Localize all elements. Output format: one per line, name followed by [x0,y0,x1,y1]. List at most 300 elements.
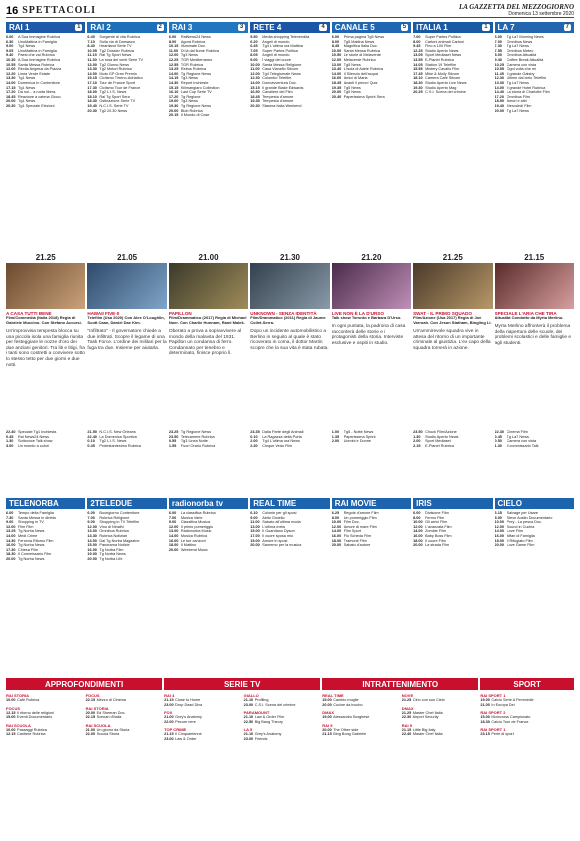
list-item-time: 18.00 [168,543,179,548]
list-item-title: Il Silenzio dell'acqua [343,71,378,76]
list-item-time: 12.00 [494,524,505,529]
program-list [87,428,166,448]
list-item-time: 6.00 [413,511,421,515]
list-item-time: 11.00 [250,520,260,525]
list-item-title: Profiling [253,698,269,702]
list-item-time: 18.00 [494,538,505,543]
list-item-time: 19.00 [322,698,332,702]
list-item-title: La Domenica Sportiva [99,434,137,439]
themed-subcolumn [244,690,321,742]
list-item-time: 22.40 [401,732,412,737]
list-item-time: 20.00 [6,99,16,104]
regional-channel-column [250,498,329,674]
regional-listings [6,498,574,674]
late-column [6,428,85,494]
channel-header [413,22,492,33]
regional-channel-header [495,498,574,509]
list-item-time: 20.00 [494,108,505,113]
list-item-title: Master Chef Italia [411,732,443,737]
list-item-time: 0.45 [494,434,502,439]
channel-label: DMAX [322,710,334,716]
feature-description: In ogni puntata, la padrona di casa racconterà delle storie e i protagonisti della storia. Interviste esclusive e ospiti in studio. [331,324,406,346]
list-item-time: 22.30 [494,430,505,434]
channel-label: FOCUS [85,693,100,698]
list-item-time: 6.15 [494,511,502,515]
list-item [250,444,329,449]
program-list [87,33,166,113]
list-item-title: Tg Regione News [180,103,212,108]
list-item-title: Cavaliere del Film [262,90,293,95]
list-item-title: Tg Regione [180,94,201,99]
feature-time: 21.30 [279,253,300,262]
program-list [6,428,85,448]
list-item-time: 20.00 [322,727,332,732]
list-item-title: Magnifica Italia Doc. [343,44,378,49]
feature-time: 21.25 [35,253,56,262]
feature-title: LIVE NON È LA D'URSO [331,311,384,316]
list-item-title: In Europa Dei [490,702,515,707]
feature-description: Un'ammirevole squadra vive in attesa del ritorno di un importante criminale al giustizia. L'ex capo della squadra tornerà in azione. [413,329,491,351]
featured-program [87,252,166,424]
list-item-time: 11.00 [250,67,260,72]
list-item-time: 20.00 [6,556,16,561]
list-item-time: 12.00 [250,71,260,76]
program-list [495,428,574,448]
list-item-time: 8.05 [250,53,258,58]
list-item-title: Sport Mediaset News [425,53,462,58]
list-item-title: Il Commissario Film [18,552,52,557]
late-column [87,428,166,494]
themed-section-body [6,690,162,737]
program-list [413,509,492,548]
list-item-time: 20.00 [85,710,96,715]
list-item-time: 2.00 [250,439,258,444]
channel-header [332,22,411,33]
program-list [413,33,492,95]
list-item-title: Il grande Blake Edwards [262,85,304,90]
list-item-title: Ultime dal cielo Telefilm [506,76,547,81]
channel-header [6,22,85,33]
list-item [6,715,83,720]
list-item-title: Super Partes Politica [425,35,461,39]
late-column [332,428,411,494]
list-item-title: Reazione a catena Gioco [18,94,61,99]
list-item-time: 6.00 [168,511,177,515]
list-item-title: Tg2 Dossier Rubrica [99,48,135,53]
feature-meta: Telefilm (Usa 2020) Con Alex O'Loughlin, Scott Caan, Daniel Dae Kim. [87,315,165,326]
list-item [87,557,166,562]
regional-channel-column [332,498,411,674]
list-item-title: Tg3 News [180,53,198,58]
list-item-time: 5.50 [250,35,258,39]
list-item-title: Camera Café Sitcom [425,76,461,81]
list-item-title: Tempo della Famiglia [18,511,54,515]
list-item-time: 13.00 [87,62,97,67]
list-item-title: Omnibus Meteo [506,48,534,53]
list-item-title: Melaverde Rubrica [343,57,376,62]
list-item-title: Ferrovia Ritorno Film [18,538,54,543]
list-item-time: 9.40 [6,53,14,58]
list-item-title: Motocross Campionato [490,715,531,720]
list-item-time: 7.00 [168,515,177,520]
feature-photo [169,263,248,309]
list-item-time: 20.00 [322,702,332,707]
list-item-title: Un mondo a colori [18,443,49,448]
list-item-time: 13.25 [6,529,16,534]
list-item-time: 18.10 [87,94,97,99]
list-item-time: 19.30 [413,85,423,90]
list-item-title: Sulla via di Damasco [99,39,135,44]
list-item-title: Regole d'amore Film [343,511,379,515]
list-item-title: Dalla Parte degli Animali [262,430,304,434]
list-item-time: 23.00 [164,702,174,707]
program-list [6,509,85,562]
list-item-title: Mistery Cavallo Film [425,67,460,72]
list-item-time: 6.00 [6,511,14,515]
channel-label: LA 5 [243,727,253,733]
channel-logo: 7 [565,24,569,30]
channel-logo: 5 [402,24,407,30]
list-item-time: 12.00 [168,524,179,529]
list-item-title: Eventi Documentario [16,715,53,720]
list-item-time: 20.15 [168,113,179,118]
list-item-time: 20.00 [250,543,260,548]
themed-section-header: APPROFONDIMENTI [6,678,162,690]
list-item-time: 1.55 [168,443,177,448]
list-item [495,109,574,114]
themed-section-body [164,690,320,742]
list-item-title: Ed Sheeran Doc. [95,710,126,715]
list-item-title: Di là dal fiume Rubrica [180,48,220,53]
list-item-time: 6.30 [6,39,14,44]
themed-subcolumn [86,690,163,737]
list-item-time: 12.25 [413,48,423,53]
list-item-time: 22.40 [6,430,16,434]
list-item [6,444,85,449]
program-list [413,428,492,448]
list-item-title: Kilimangiaro Collection [180,85,220,90]
program-list [495,509,574,548]
channel-header [495,22,574,33]
feature-time: 21.20 [361,253,382,262]
regional-channel-column [87,498,166,674]
channel-label: PARAMOUNT [243,710,270,716]
list-item-time: 22.00 [164,719,174,724]
channel-column [413,22,492,248]
channel-label: FOCUS [6,705,20,711]
themed-section-body [322,690,478,737]
list-item-time: 6.10 [250,511,258,515]
list-item-time: 16.10 [168,90,179,95]
list-item-time: 6.00 [331,35,340,39]
list-item-time: 18.00 [413,538,423,543]
list-item-time: 9.05 [6,48,14,53]
program-list [6,33,85,109]
list-item-time: 13.25 [168,67,179,72]
list-item-title: Sound in Cucina [506,524,535,529]
list-item-title: Divisione Film [425,511,449,515]
list-item-title: Super Partes Politica [262,48,298,53]
list-item-title: Grey's Anatomy [174,715,202,720]
list-item-time: 20.00 [413,543,423,548]
list-item-time: 13.30 [87,67,97,72]
feature-time: 21.05 [117,253,138,262]
list-item-title: Rebus Rubrica [180,67,206,72]
list-item [244,703,321,708]
list-item-time: 17.20 [6,90,16,95]
feature-meta: Film/Drammatico (2017) Regia di Michael Noer. Con Charlie Hunnam, Rami Malek. [168,315,247,326]
channel-name: CANALE 5 [334,23,375,32]
list-item-title: Chock Film/Azione [425,430,457,434]
list-item-title: Buongiorno Contenitore [99,511,140,515]
channel-logo: 4 [321,24,325,30]
list-item-title: Donnavventura Doc. [262,80,297,85]
list-item-title: Weekend Music [180,547,208,552]
list-item-time: 16.00 [494,533,505,538]
list-item-title: Cucine da incubo [332,702,363,707]
list-item-time: 19.00 [322,715,332,720]
regional-channel-header [87,498,166,509]
list-item-time: 17.10 [87,80,97,85]
channel-column [495,22,574,248]
list-item-title: Tg Norba News [18,529,45,534]
list-item-title: Baby Boss Film [425,533,452,538]
list-item-title: Tg Norba Life [99,556,123,561]
list-item-title: Scenari d'Italia [95,715,122,720]
channel-label: FOX [164,710,173,716]
feature-description: Myrta Merlino affronterà il problema della riapertura delle scuole, dei problemi scolastici e delle famiglie e agli studenti. [494,324,572,346]
list-item-title: Paperissima Sprint [343,434,376,439]
late-column [169,428,248,494]
program-list [250,509,329,548]
list-item-title: Rubrica Notiziari [99,533,128,538]
list-item-title: N.C.I.S. New Orleans [99,430,136,434]
list-item-time: 10.00 [250,62,260,67]
list-item-time: 18.30 [87,99,97,104]
channel-logo: 3 [239,24,244,30]
list-item-title: Heartland Serie TV [99,44,132,49]
list-item-title: Il cuore Film [425,538,446,543]
themed-subcolumn [402,690,479,737]
list-item-title: I viaggi del cuore [262,57,291,62]
list-item-title: L'ultima meta [262,524,285,529]
list-item-time: 8.00 [494,53,502,58]
list-item-title: Law & Order [174,736,197,741]
publication-block [459,4,574,17]
late-listings [6,428,574,494]
list-item-title: Uomini e Donne [343,439,371,444]
list-item-time: 23.35 [250,430,260,434]
list-item-time: 8.40 [87,44,95,49]
feature-title: HAWAII FIVE-0 [87,311,120,316]
list-item-title: UnoMattina in Famiglia [18,48,57,53]
list-item-time: 21.15 [164,732,174,737]
page-header [6,4,574,18]
list-item-title: Tg3 Linea Notte [180,439,208,444]
channel-label: RAI SPORT 2 [480,710,506,716]
list-item-time: 1.35 [331,434,340,439]
list-item-title: Tg2 Motori Rubrica [99,67,132,72]
list-item-time: 9.45 [413,44,421,49]
list-item-time: 14.00 [331,529,342,534]
list-item-time: 7.30 [6,515,14,520]
list-item-title: Cinque Vedo Film [262,443,293,448]
list-item-time: 22.40 [87,434,97,439]
channel-logo: 2 [158,24,162,30]
list-item-time: 8.45 [331,44,340,49]
regional-channel-column [169,498,248,674]
list-item-time: 23.00 [164,736,174,741]
feature-photo [332,263,411,309]
feature-description: "Infiltrato" - Il governatore chiede a due infiltrati. Scopre il legame di una Task Force. L'ordine dei militari per la fuga tra due. Insieme per aiutarla. [87,329,167,351]
list-item-title: N.C.I.S. Serie TV [99,103,129,108]
list-item-title: Affari di Famiglia [506,533,535,538]
list-item-title: Colombo Telefilm [262,76,292,81]
list-item [332,439,411,444]
list-item-time: 20.30 [87,108,97,113]
list-item-title: Panorama Notizie [99,543,130,548]
list-item-time: 18.00 [331,538,342,543]
list-item-title: Telecamere Rubrica [180,434,215,439]
feature-photo [413,263,492,309]
list-item-title: Love Game Film [506,543,535,548]
list-item-time: 14.00 [6,533,16,538]
list-item-title: Il grande Gatsby [506,71,535,76]
list-item-time: 19.00 [250,538,260,543]
list-item-title: Santa Messa in diretta [18,515,56,520]
list-item-time: 19.00 [480,698,490,702]
list-item-title: Avanti il primo! Quiz [343,80,378,85]
list-item-time: 16.00 [331,533,342,538]
program-list [332,509,411,548]
list-item-time: 20.30 [250,103,260,108]
list-item-time: 10.55 [494,67,505,72]
feature-photo [6,263,85,309]
list-item-time: 1.30 [494,443,502,448]
program-list [332,428,411,444]
channel-listings [6,22,574,248]
list-item-time: 20.00 [494,543,505,548]
list-item-title: Musica Varie [180,515,203,520]
list-item-title: Casa Vianello Sitcom [262,67,299,72]
channel-label: REAL TIME [322,693,344,698]
list-item [402,732,479,737]
list-item-time: 19.40 [494,103,505,108]
list-item-time: 21.00 [164,715,174,720]
list-item-time: 10.50 [331,53,342,58]
list-item-time: 13.55 [413,57,423,62]
feature-description: Dopo un incidente automobilistico a Berlino in seguito al quale è stato ricoverato in coma, il dottor Martin scopre che la sua vita è stata rubata. [250,329,329,351]
channel-column [250,22,329,248]
list-item-time: 21.25 [401,710,412,715]
channel-label: RAI SCUOLA [6,722,31,728]
feature-photo [87,263,166,309]
channel-name: RAI 2 [90,23,111,32]
list-item-title: Tg La7 News [506,108,529,113]
list-item-time: 13.00 [168,529,179,534]
list-item-title: Abito Gioiello [262,515,285,520]
list-item-time: 7.00 [494,39,502,44]
publication-name: LA GAZZETTA DEL MEZZOGIORNO [458,3,574,11]
list-item-title: Musica Rubrica [180,533,208,538]
list-item-time: 0.55 [168,439,177,444]
list-item [480,703,574,708]
list-item-time: 6.40 [87,35,95,39]
list-item-time: 9.00 [6,44,14,49]
list-item-time: 8.00 [494,515,502,520]
list-item-title: Ciclismo Tirreno-Adriatico [99,76,143,81]
list-item-time: 0.45 [87,443,95,448]
list-item-time: 21.00 [85,727,96,732]
list-item-time: 12.00 [6,524,16,529]
themed-section-header: SPORT [480,678,574,690]
list-item-title: Gli arrivi Film [425,520,448,525]
channel-header [169,22,248,33]
list-item-time: 12.55 [168,62,179,67]
list-item-time: 23.50 [413,430,423,434]
list-item-title: Tg1 News [18,76,36,81]
list-item-time: 9.00 [87,520,95,525]
featured-programs [6,252,574,424]
list-item-time: 15.55 [413,67,423,72]
list-item-time: 23.00 [243,702,254,707]
list-item-time: 11.00 [168,48,179,53]
list-item-time: 19.40 [87,103,97,108]
list-item-title: TGR Rubrica [180,62,203,67]
list-item-title: E-Planet Rubrica [425,443,454,448]
list-item-time: 12.00 [168,53,179,58]
list-item-time: 20.00 [331,543,342,548]
list-item [402,715,479,720]
list-item-time: 14.00 [6,80,16,85]
list-item-time: 17.30 [87,85,97,90]
list-item-time: 17.00 [250,533,260,538]
list-item-time: 20.40 [331,94,342,99]
list-item-title: Omnibus Rubrica [99,529,129,534]
list-item-title: Tg Norba News [18,556,45,561]
list-item-time: 20.00 [168,108,179,113]
list-item-time: 2.15 [413,443,421,448]
list-item [402,698,479,703]
list-item-title: Omnibus Attualità [506,53,537,58]
list-item-time: 13.40 [331,67,342,72]
list-item-time: 16.00 [413,533,423,538]
themed-subcolumn [480,690,574,737]
list-item-title: Rai News24 News [18,434,50,439]
list-item-title: Stasera Italia Weekend [262,103,302,108]
list-item-time: 14.00 [168,71,179,76]
channel-label: GIALLO [243,693,259,698]
list-item-time: 12.30 [250,76,260,81]
list-item-title: Tg Norba News [18,543,45,548]
featured-program [495,252,574,424]
list-item [86,698,163,703]
list-item [6,698,83,703]
list-item-title: Da noi... a ruota libera [18,90,56,95]
themed-section-body [480,690,574,737]
channel-name: CIELO [497,499,522,508]
channel-name: RAI MOVIE [334,499,377,508]
list-item-title: Cirio con suo Cielo [411,698,445,702]
list-item-title: Il cuore sposa mio [262,533,294,538]
list-item-title: Tg4 Telegiornale News [262,71,301,76]
list-item-title: Camera con vista [506,62,537,67]
list-item-title: Tg1 Speciale Elezioni [18,103,55,108]
program-list [87,509,166,562]
list-item-time: 22.30 [401,715,412,720]
list-item-title: Tg2 L.I.S. News [99,90,127,95]
list-item-title: Le storie di Melaverde [343,53,382,58]
